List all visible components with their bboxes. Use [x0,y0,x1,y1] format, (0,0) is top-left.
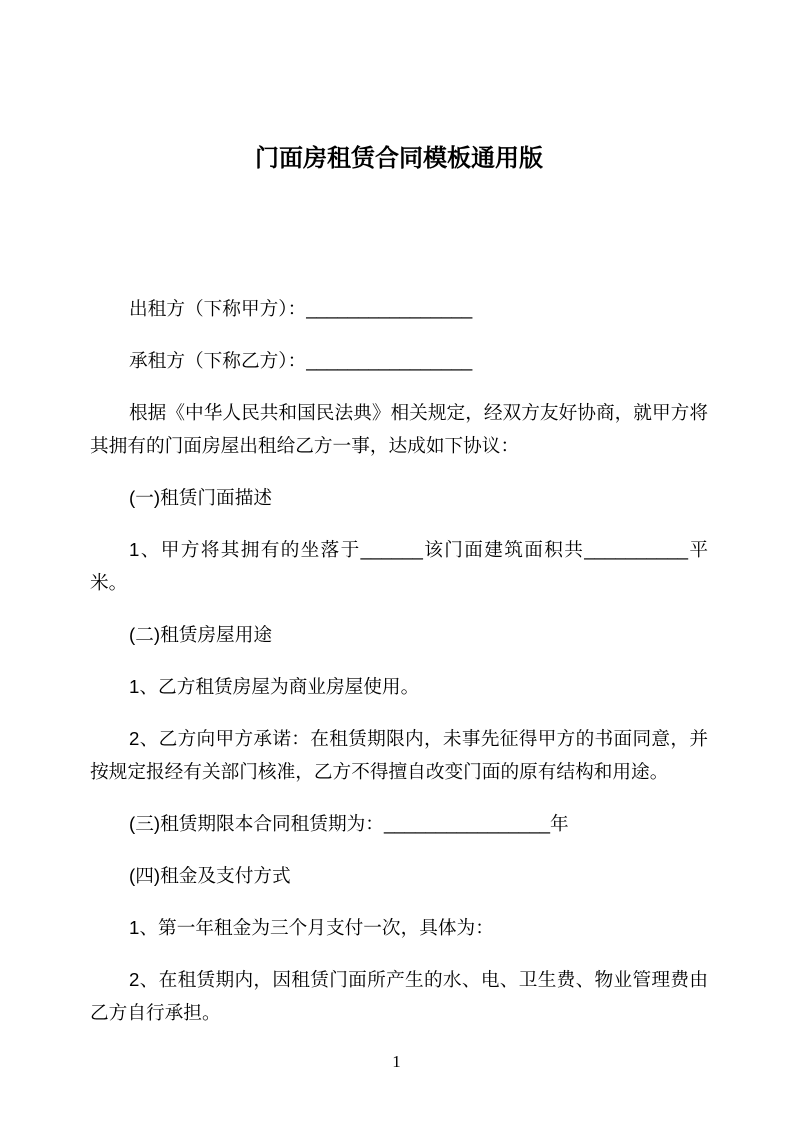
section-4-heading: (四)租金及支付方式 [129,865,291,886]
section-1-heading: (一)租赁门面描述 [129,487,273,508]
clause-2-1-commercial-use: 1、乙方租赁房屋为商业房屋使用。 [129,676,420,697]
party-b-lessee-line: 承租方（下称乙方）：________________ [129,350,473,371]
clause-1-1-location-area: 1、甲方将其拥有的坐落于______该门面建筑面积共__________平米。 [90,539,708,593]
page-number: 1 [392,1052,401,1071]
clause-4-2-utilities: 2、在租赁期内，因租赁门面所产生的水、电、卫生费、物业管理费由乙方自行承担。 [90,969,708,1023]
clause-4-1-rent-payment: 1、第一年租金为三个月支付一次，具体为： [129,917,494,938]
page-title: 门面房租赁合同模板通用版 [255,145,543,172]
section-3-lease-term-line: (三)租赁期限本合同租赁期为：________________年 [129,813,569,834]
preamble-paragraph: 根据《中华人民共和国民法典》相关规定，经双方友好协商，就甲方将其拥有的门面房屋出租给乙方一事，达成如下协议： [90,402,708,456]
section-2-heading: (二)租赁房屋用途 [129,624,273,645]
clause-2-2-no-alteration: 2、乙方向甲方承诺：在租赁期限内，未事先征得甲方的书面同意，并按规定报经有关部门核准，乙方不得擅自改变门面的原有结构和用途。 [90,728,708,782]
party-a-lessor-line: 出租方（下称甲方）：________________ [129,298,473,319]
